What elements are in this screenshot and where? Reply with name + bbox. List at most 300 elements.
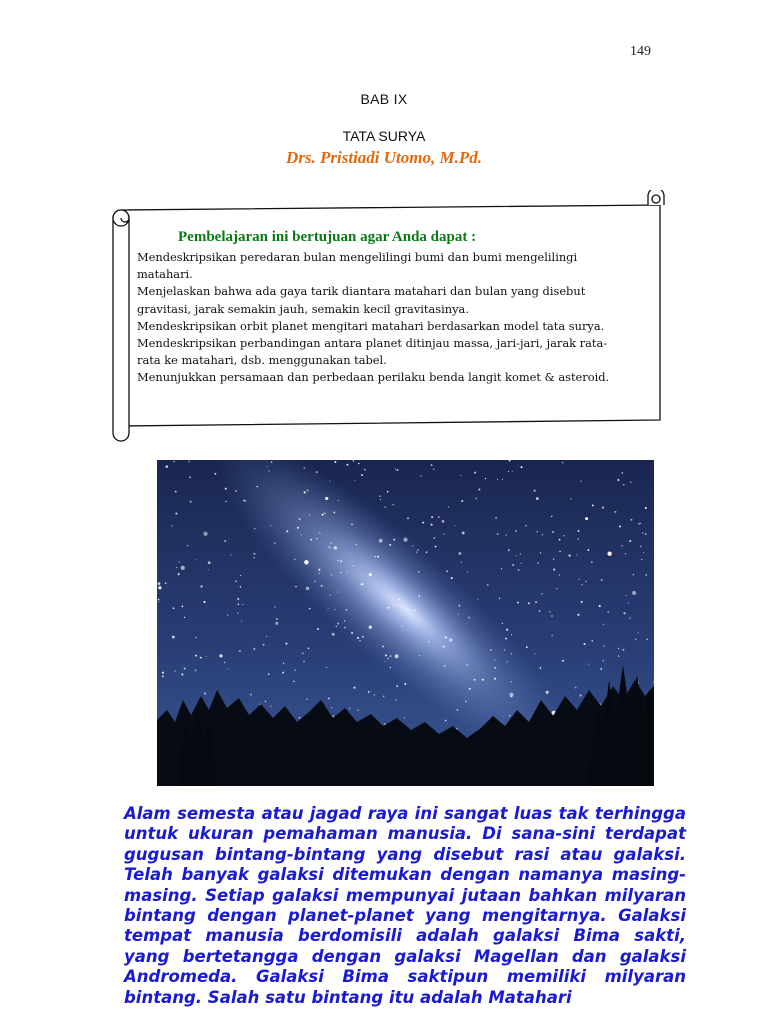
- star: [520, 553, 522, 555]
- star: [214, 473, 216, 475]
- star: [325, 497, 328, 500]
- star: [237, 598, 239, 600]
- star: [182, 606, 184, 608]
- star: [344, 620, 345, 621]
- objective-item: Menjelaskan bahwa ada gaya tarik diantara matahari dan bulan yang disebut gravitasi, jarak semakin jauh, semakin kecil gravitasinya.: [137, 284, 586, 316]
- star: [361, 474, 363, 476]
- star: [438, 516, 440, 518]
- objectives-heading: Pembelajaran ini bertujuan agar Anda dapat :: [178, 229, 477, 245]
- star: [361, 584, 363, 586]
- star: [299, 518, 301, 520]
- star: [184, 617, 185, 618]
- star: [237, 612, 238, 613]
- star: [253, 557, 254, 558]
- star: [158, 586, 161, 589]
- star: [330, 595, 331, 596]
- star: [319, 533, 320, 534]
- star: [617, 479, 619, 481]
- star: [334, 609, 335, 610]
- star: [448, 506, 449, 507]
- star: [203, 601, 205, 603]
- star: [369, 573, 372, 576]
- star: [318, 569, 320, 571]
- star: [407, 517, 409, 519]
- objective-item: Mendeskripsikan peredaran bulan mengelilingi bumi dan bumi mengelilingi matahari.: [137, 250, 578, 282]
- star: [392, 504, 394, 506]
- star: [511, 634, 512, 635]
- star: [374, 694, 375, 695]
- star: [474, 679, 476, 681]
- star: [625, 595, 626, 596]
- star: [333, 511, 335, 513]
- star: [505, 638, 507, 640]
- star: [511, 696, 513, 698]
- star: [559, 551, 560, 552]
- star: [322, 514, 324, 516]
- star: [308, 647, 310, 649]
- star: [179, 561, 180, 562]
- star: [460, 475, 461, 476]
- star: [645, 507, 647, 509]
- star: [509, 715, 510, 716]
- star: [295, 586, 297, 588]
- star: [585, 517, 588, 520]
- star: [304, 467, 306, 469]
- star: [601, 579, 603, 581]
- star: [428, 641, 430, 643]
- star: [383, 696, 384, 697]
- star: [549, 611, 550, 612]
- star: [253, 553, 255, 555]
- star: [516, 555, 517, 556]
- star: [385, 654, 387, 656]
- star: [563, 535, 564, 536]
- star: [282, 672, 284, 674]
- star: [385, 507, 386, 508]
- star: [623, 484, 624, 485]
- star: [396, 685, 398, 687]
- star: [294, 559, 295, 560]
- star: [506, 534, 507, 535]
- star: [540, 667, 542, 669]
- star: [569, 555, 571, 557]
- star: [575, 687, 577, 689]
- chapter-title: TATA SURYA: [342, 128, 426, 144]
- star: [621, 545, 623, 547]
- star: [625, 553, 627, 555]
- star: [208, 569, 209, 570]
- star: [645, 533, 647, 535]
- objective-item: Mendeskripsikan orbit planet mengitari matahari berdasarkan model tata surya.: [137, 318, 605, 333]
- star: [334, 461, 336, 463]
- star: [200, 585, 202, 587]
- star: [521, 466, 523, 468]
- star: [250, 694, 252, 696]
- star: [267, 466, 268, 467]
- star: [239, 650, 241, 652]
- star: [357, 637, 359, 639]
- star: [347, 464, 349, 466]
- star: [195, 669, 197, 671]
- star: [511, 681, 512, 682]
- star: [580, 480, 581, 481]
- star: [467, 571, 468, 572]
- star: [517, 602, 519, 604]
- star: [495, 517, 497, 519]
- star: [458, 605, 460, 607]
- star: [181, 566, 185, 570]
- star: [552, 531, 554, 533]
- star: [274, 542, 276, 544]
- star: [553, 569, 555, 571]
- star: [328, 546, 330, 548]
- star: [176, 567, 177, 568]
- star: [499, 598, 500, 599]
- star: [330, 542, 332, 544]
- star: [628, 603, 629, 604]
- star: [494, 678, 496, 680]
- star: [630, 481, 631, 482]
- star: [321, 585, 323, 587]
- star: [328, 608, 329, 609]
- star: [379, 539, 383, 543]
- star: [562, 462, 564, 464]
- star: [351, 632, 353, 634]
- star: [286, 530, 288, 532]
- star: [446, 570, 448, 572]
- star: [443, 533, 444, 534]
- star: [227, 615, 228, 616]
- star: [158, 601, 159, 602]
- star: [395, 468, 396, 469]
- star: [556, 588, 557, 589]
- star: [404, 717, 405, 718]
- star: [619, 526, 621, 528]
- star: [243, 500, 245, 502]
- star: [393, 605, 394, 606]
- star: [551, 635, 552, 636]
- star: [334, 546, 338, 550]
- star: [162, 672, 164, 674]
- star: [487, 584, 489, 586]
- star: [591, 640, 593, 642]
- star: [228, 668, 229, 669]
- star: [158, 582, 161, 585]
- star: [297, 527, 299, 529]
- star: [387, 658, 389, 660]
- star: [539, 610, 541, 612]
- star: [508, 549, 510, 551]
- star: [542, 534, 543, 535]
- star: [240, 586, 241, 587]
- star: [368, 691, 370, 693]
- star: [528, 602, 530, 604]
- star: [359, 640, 360, 641]
- star: [158, 599, 160, 601]
- star: [559, 539, 561, 541]
- star: [581, 601, 583, 603]
- star: [242, 604, 243, 605]
- star: [490, 649, 492, 651]
- star: [268, 673, 270, 675]
- star: [502, 479, 503, 480]
- star: [331, 574, 333, 576]
- star: [534, 490, 536, 492]
- star: [457, 709, 459, 711]
- star: [314, 581, 316, 583]
- star: [374, 556, 376, 558]
- star: [418, 571, 420, 573]
- star: [478, 489, 480, 491]
- star: [358, 463, 360, 465]
- star: [395, 699, 397, 701]
- star: [309, 608, 311, 610]
- star: [641, 559, 642, 560]
- star: [283, 663, 284, 664]
- objective-item: Mendeskripsikan perbandingan antara planet ditinjau massa, jari-jari, jarak rata- rata ke matahari, dsb. menggunakan tabel.: [137, 336, 608, 368]
- star: [466, 664, 468, 666]
- star: [200, 657, 202, 659]
- star: [310, 539, 312, 541]
- objectives-box: [137, 229, 637, 387]
- star: [344, 627, 346, 629]
- star: [643, 552, 644, 553]
- star: [511, 653, 512, 654]
- star: [584, 643, 586, 645]
- star: [353, 565, 354, 566]
- body-paragraph: Alam semesta atau jagad raya ini sangat luas tak terhingga untuk ukuran pemahaman manusia. Di sana-sini terdapat gugusan bintang-bintang yang disebut rasi atau galaksi. Telah banyak galaksi ditemukan dengan namanya masing-masing. Setiap galaksi mempunyai jutaan bahkan milyaran bintang dengan planet-planet yang mengitarnya. Galaksi tempat manusia berdomisili adalah galaksi Bima sakti, yang bertetangga dengan galaksi Magellan dan galaksi Andromeda. Galaksi Bima saktipun memiliki milyaran bintang. Salah satu bintang itu adalah Matahari: [124, 804, 686, 1007]
- star: [328, 697, 330, 699]
- star: [421, 475, 422, 476]
- star: [536, 531, 538, 533]
- star: [195, 655, 197, 657]
- chapter-heading: BAB IX: [360, 91, 408, 107]
- star: [304, 560, 308, 564]
- star: [224, 662, 226, 664]
- star: [173, 607, 175, 609]
- star: [442, 520, 445, 523]
- star: [623, 612, 625, 614]
- star: [559, 574, 560, 575]
- star: [433, 469, 434, 470]
- star: [614, 511, 616, 513]
- star: [451, 577, 453, 579]
- star: [241, 621, 242, 622]
- star: [502, 623, 503, 624]
- star: [445, 720, 447, 722]
- star: [642, 532, 644, 534]
- star: [171, 525, 172, 526]
- star: [603, 660, 605, 662]
- star: [600, 668, 602, 670]
- star: [443, 646, 445, 648]
- star: [462, 531, 465, 534]
- star: [534, 653, 535, 654]
- star: [361, 574, 362, 575]
- star: [578, 538, 579, 539]
- star: [418, 595, 420, 597]
- star: [299, 717, 301, 719]
- star: [238, 604, 240, 606]
- star: [525, 525, 527, 527]
- star: [224, 540, 226, 542]
- star: [551, 516, 553, 518]
- star: [346, 609, 348, 611]
- star: [206, 656, 207, 657]
- star: [630, 519, 632, 521]
- star: [591, 561, 593, 563]
- star: [356, 544, 357, 545]
- star: [518, 569, 520, 571]
- star: [618, 648, 619, 649]
- star: [412, 545, 413, 546]
- star: [190, 501, 192, 503]
- star: [316, 538, 317, 539]
- star: [629, 540, 631, 542]
- star: [175, 491, 177, 493]
- star: [404, 683, 406, 685]
- star: [622, 649, 624, 651]
- star: [230, 554, 231, 555]
- star: [576, 554, 577, 555]
- star: [419, 655, 420, 656]
- star: [174, 670, 175, 671]
- star: [338, 500, 339, 501]
- star: [497, 533, 499, 535]
- objective-item: Menunjukkan persamaan dan perbedaan perilaku benda langit komet & asteroid.: [137, 370, 610, 385]
- star: [459, 552, 462, 555]
- star: [398, 598, 400, 600]
- star: [184, 667, 186, 669]
- star: [570, 498, 571, 499]
- star: [646, 639, 648, 641]
- star: [390, 667, 391, 668]
- star: [635, 639, 637, 641]
- star: [188, 460, 190, 462]
- star: [364, 469, 365, 470]
- star: [537, 562, 539, 564]
- star: [638, 632, 639, 633]
- star: [332, 633, 335, 636]
- star: [562, 660, 564, 662]
- star: [474, 472, 476, 474]
- star: [265, 701, 266, 702]
- star: [309, 514, 310, 515]
- star: [504, 649, 505, 650]
- star: [208, 561, 211, 564]
- star: [332, 715, 334, 717]
- star: [240, 575, 241, 576]
- star: [526, 646, 528, 648]
- star: [390, 655, 392, 657]
- star: [577, 614, 579, 616]
- star: [581, 584, 582, 585]
- star: [508, 471, 509, 472]
- star: [245, 500, 246, 501]
- star: [403, 538, 407, 542]
- star: [387, 491, 389, 493]
- star: [270, 706, 271, 707]
- star: [162, 675, 164, 677]
- star: [306, 699, 307, 700]
- star: [393, 539, 395, 541]
- star: [270, 525, 271, 526]
- star: [449, 638, 452, 641]
- star: [275, 622, 278, 625]
- star: [340, 572, 341, 573]
- star: [618, 656, 619, 657]
- star: [414, 609, 416, 611]
- star: [340, 560, 342, 562]
- star: [541, 593, 543, 595]
- star: [645, 574, 647, 576]
- star: [306, 587, 310, 591]
- star: [588, 549, 590, 551]
- star: [316, 471, 318, 473]
- star: [276, 618, 278, 620]
- star: [294, 669, 296, 671]
- star: [397, 469, 399, 471]
- star: [444, 665, 446, 667]
- star: [578, 530, 580, 532]
- star: [379, 495, 381, 497]
- star: [589, 664, 590, 665]
- star: [585, 581, 586, 582]
- star: [337, 623, 339, 625]
- star: [263, 644, 265, 646]
- star: [349, 708, 351, 710]
- star: [512, 471, 513, 472]
- star: [382, 646, 384, 648]
- star: [384, 661, 385, 662]
- star: [602, 507, 604, 509]
- star: [317, 628, 319, 630]
- star: [253, 648, 255, 650]
- star: [607, 552, 611, 556]
- star: [629, 617, 631, 619]
- star: [353, 687, 355, 689]
- star: [608, 611, 609, 612]
- star: [318, 572, 319, 573]
- star: [268, 470, 269, 471]
- star: [494, 667, 496, 669]
- star: [640, 523, 641, 524]
- star: [535, 601, 537, 603]
- star: [497, 479, 498, 480]
- star: [225, 501, 226, 502]
- star: [329, 481, 330, 482]
- author-name: Drs. Pristiadi Utomo, M.Pd.: [286, 148, 482, 167]
- star: [256, 486, 257, 487]
- star: [389, 544, 391, 546]
- star: [553, 559, 554, 560]
- star: [195, 637, 197, 639]
- page-number: 149: [630, 44, 651, 59]
- star: [461, 500, 463, 502]
- star: [353, 460, 354, 461]
- star: [173, 461, 174, 462]
- star: [178, 573, 180, 575]
- star: [632, 591, 636, 595]
- star: [165, 582, 167, 584]
- star: [362, 583, 364, 585]
- star: [337, 560, 338, 561]
- star: [369, 626, 372, 629]
- star: [506, 629, 508, 631]
- star: [477, 599, 478, 600]
- star: [621, 472, 623, 474]
- star: [351, 524, 353, 526]
